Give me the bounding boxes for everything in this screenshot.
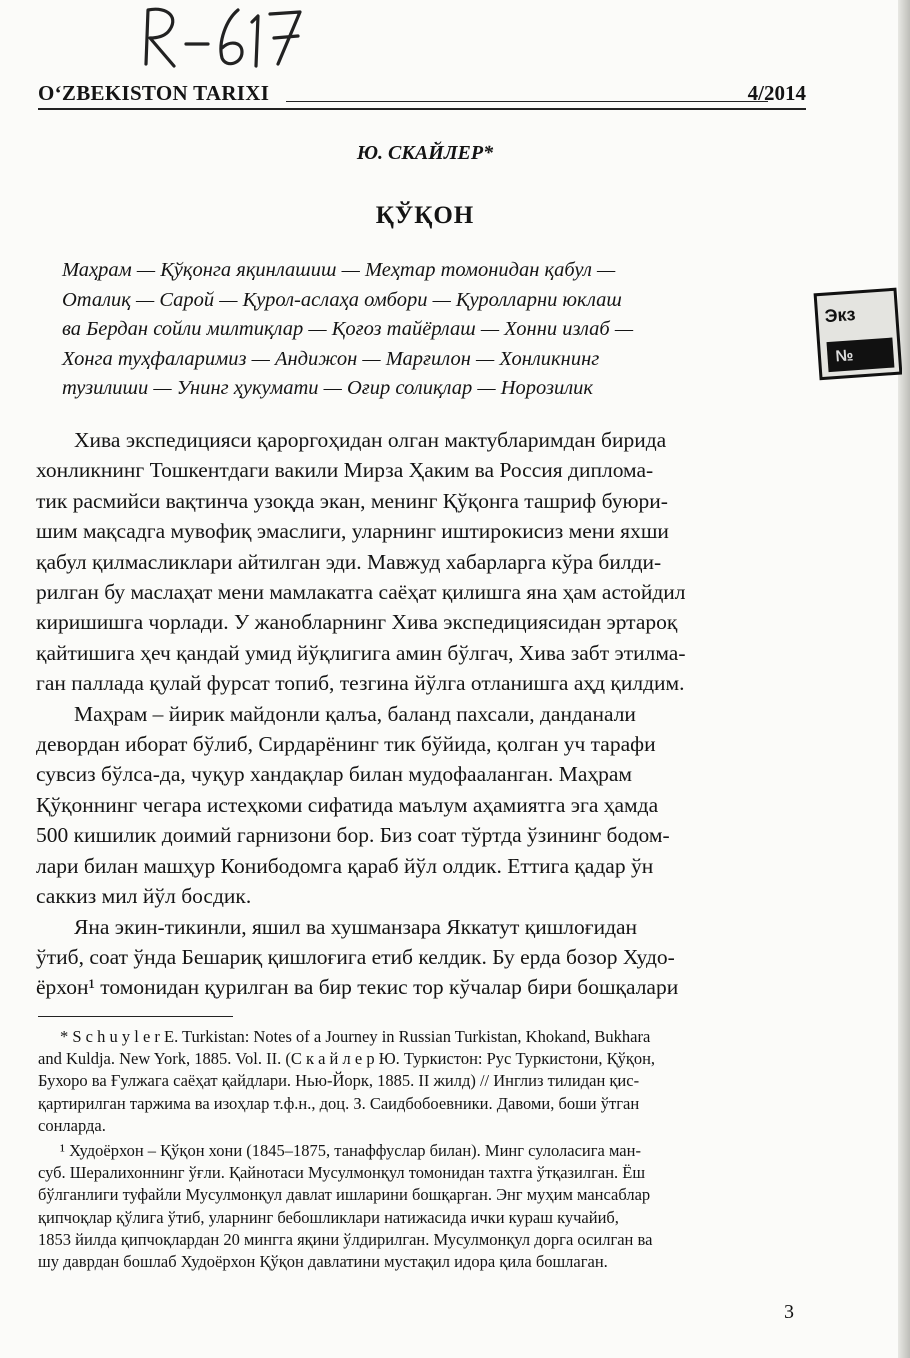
text-line: сувсиз бўлса-да, чуқур хандақлар билан мудофааланган. Маҳрам bbox=[36, 762, 633, 787]
text-line: саккиз мил йўл босдик. bbox=[36, 884, 252, 909]
stamp-graphic bbox=[812, 286, 902, 381]
footnote-line: and Kuldja. New York, 1885. Vol. II. (С к а й л е р Ю. Туркистон: Рус Туркистони, Қўқон, bbox=[38, 1049, 656, 1069]
handwritten-note-drawing bbox=[138, 2, 308, 72]
svg-text:№: № bbox=[834, 347, 854, 366]
footnote-line: бўлганлиги туфайли Мусулмонқул давлат ишларини бошқарган. Энг муҳим мансаблар bbox=[38, 1185, 651, 1205]
text-line: ўтиб, соат ўнда Бешариқ қишлоғига етиб келдик. Бу ерда бозор Худо- bbox=[36, 944, 675, 969]
handwritten-archive-note bbox=[138, 2, 308, 72]
footnote-line: шу даврдан бошлаб Худоёрхон Қўқон давлатини мустақил идора қила бошлаган. bbox=[38, 1252, 608, 1272]
text-line: девордан иборат бўлиб, Сирдарёнинг тик бўйида, қолган уч тарафи bbox=[36, 732, 656, 757]
header-fill-line bbox=[286, 101, 768, 102]
header-rule bbox=[38, 108, 806, 110]
abstract-line: Хонга туҳфаларимиз — Андижон — Марғилон — Хонликнинг bbox=[62, 347, 600, 370]
footnote-rule bbox=[38, 1016, 233, 1017]
text-line: хонликнинг Тошкентдаги вакили Мирза Ҳаким ва Россия диплома- bbox=[36, 458, 654, 483]
paragraph bbox=[36, 425, 806, 699]
text-line: лари билан машҳур Конибодомга қараб йўл олдик. Еттига қадар ўн bbox=[36, 853, 654, 878]
text-line: қайтишига ҳеч қандай умид йўқлигига амин бўлгач, Хива забт этилма- bbox=[36, 640, 686, 665]
journal-header bbox=[38, 80, 806, 110]
footnote-line: суб. Шералихоннинг ўғли. Қайнотаси Мусулмонқул томонидан тахтга ўтқазилган. Ёш bbox=[38, 1163, 646, 1183]
text-line: Яна экин-тикинли, яшил ва хушманзара Яккатут қишлоғидан bbox=[74, 914, 638, 939]
journal-title: O‘ZBEKISTON TARIXI bbox=[38, 81, 270, 105]
page-number: 3 bbox=[784, 1301, 794, 1323]
text-line: Қўқоннинг чегара истеҳкоми сифатида маълум аҳамиятга эга ҳамда bbox=[36, 792, 659, 817]
article-abstract bbox=[62, 256, 782, 404]
text-line: 500 кишилик доимий гарнизони бор. Биз соат тўртда ўзининг бодом- bbox=[36, 823, 670, 848]
article-author: Ю. СКАЙЛЕР* bbox=[356, 142, 494, 164]
text-line: тик расмийси вақтинча узоқда экан, менинг Қўқонга ташриф буюри- bbox=[36, 488, 668, 513]
article-body bbox=[36, 425, 806, 1003]
svg-text:Экз: Экз bbox=[823, 304, 857, 327]
paragraph bbox=[36, 699, 806, 912]
library-stamp bbox=[812, 286, 902, 381]
footnote bbox=[38, 1026, 806, 1137]
footnote-line: қартирилган таржима ва изоҳлар т.ф.н., доц. З. Саидбобоевники. Давоми, боши ўтган bbox=[38, 1093, 640, 1113]
text-line: ёрхон¹ томонидан қурилган ва бир текис тор кўчалар бири бошқалари bbox=[36, 975, 679, 1000]
footnote-line: 1853 йилда қипчоқлардан 20 мингга яқини ўлдирилган. Мусулмонқул дорга осилган ва bbox=[38, 1229, 653, 1249]
text-line: қабул қилмасликлари айтилган эди. Мавжуд хабарларга кўра билди- bbox=[36, 549, 662, 574]
text-line: рилган бу маслаҳат мени мамлакатга саёҳат қилишга яна ҳам астойдил bbox=[36, 580, 686, 605]
footnote-line: сонларда. bbox=[38, 1115, 106, 1135]
text-line: ган паллада қулай фурсат топиб, тезгина йўлга отланишга аҳд қилдим. bbox=[36, 671, 685, 696]
paragraph bbox=[36, 912, 806, 1003]
abstract-line: тузилиши — Унинг ҳукумати — Оғир солиқлар — Норозилик bbox=[62, 377, 594, 399]
abstract-line: ва Бердан сойли милтиқлар — Қоғоз тайёрлаш — Хонни излаб — bbox=[62, 318, 634, 340]
footnote-line: қипчоқлар қўлига ўтиб, уларнинг бебошликлари натижасида ички кураш кучайиб, bbox=[38, 1207, 619, 1227]
footnote-line: * S c h u y l e r E. Turkistan: Notes of a Journey in Russian Turkistan, Khokand, Bukhara bbox=[60, 1027, 651, 1046]
text-line: Хива экспедицияси қароргоҳидан олган мактубларимдан бирида bbox=[74, 428, 667, 452]
footnote bbox=[38, 1140, 806, 1273]
footnote-line: ¹ Худоёрхон – Қўқон хони (1845–1875, танаффуслар билан). Минг сулоласига ман- bbox=[60, 1141, 641, 1161]
issue-number: 4/2014 bbox=[747, 81, 806, 105]
footnote-line: Бухоро ва Ғулжага саёҳат қайдлари. Нью-Йорк, 1885. II жилд) // Инглиз тилидан қис- bbox=[38, 1071, 640, 1091]
abstract-line: Оталиқ — Сарой — Қурол-аслаҳа омбори — Қуролларни юклаш bbox=[62, 288, 622, 311]
text-line: киришишга чорлади. У жанобларнинг Хива экспедициясидан эртароқ bbox=[36, 610, 678, 635]
page-edge-shadow bbox=[898, 0, 910, 1358]
footnotes bbox=[38, 1026, 806, 1273]
text-line: шим мақсадга мувофиқ эмаслиги, уларнинг иштирокисиз мени яхши bbox=[36, 519, 669, 544]
abstract-line: Маҳрам — Қўқонга яқинлашиш — Меҳтар томонидан қабул — bbox=[62, 259, 616, 281]
text-line: Маҳрам – йирик майдонли қалъа, баланд пахсали, данданали bbox=[74, 701, 636, 726]
article-title: ҚЎҚОН bbox=[375, 202, 475, 229]
